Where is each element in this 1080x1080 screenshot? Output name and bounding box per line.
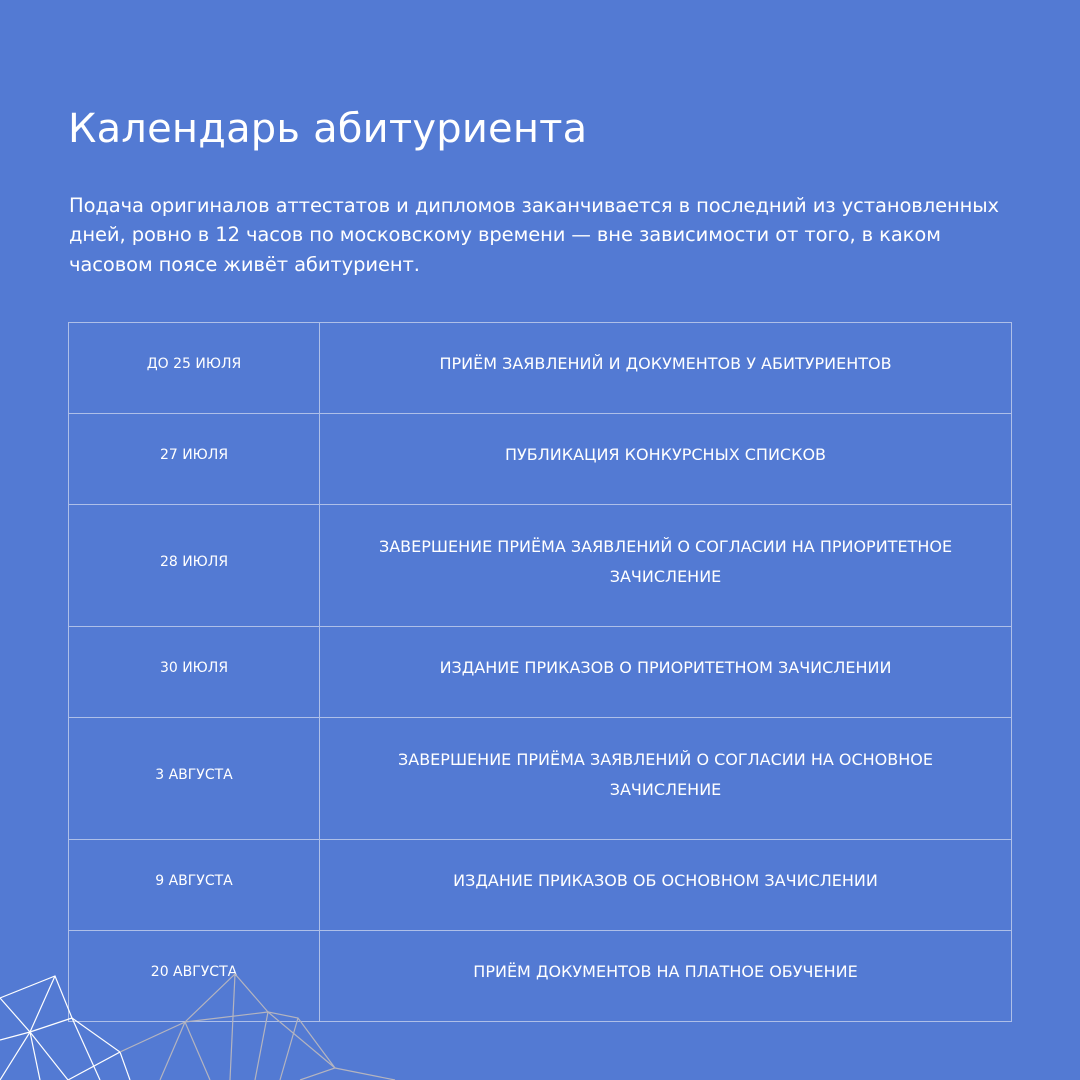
table-row [69,718,1012,840]
decor-line [0,1032,68,1080]
decor-line [0,998,72,1032]
table-row [69,840,1012,931]
event-cell: ИЗДАНИЕ ПРИКАЗОВ ОБ ОСНОВНОМ ЗАЧИСЛЕНИИ [320,840,1012,931]
table-row [69,323,1012,414]
date-cell: 20 АВГУСТА [69,931,320,1022]
decor-line [160,1022,185,1080]
event-cell: ИЗДАНИЕ ПРИКАЗОВ О ПРИОРИТЕТНОМ ЗАЧИСЛЕНИИ [320,627,1012,718]
table-row [69,627,1012,718]
event-cell: ПУБЛИКАЦИЯ КОНКУРСНЫХ СПИСКОВ [320,414,1012,505]
decor-white-mesh [0,976,130,1080]
date-cell: ДО 25 ИЮЛЯ [69,323,320,414]
event-cell: ПРИЁМ ДОКУМЕНТОВ НА ПЛАТНОЕ ОБУЧЕНИЕ [320,931,1012,1022]
date-cell: 28 ИЮЛЯ [69,505,320,627]
event-cell: ЗАВЕРШЕНИЕ ПРИЁМА ЗАЯВЛЕНИЙ О СОГЛАСИИ НА ОСНОВНОЕ ЗАЧИСЛЕНИЕ [320,718,1012,840]
decor-line [185,1012,268,1080]
table-row [69,414,1012,505]
date-cell: 30 ИЮЛЯ [69,627,320,718]
date-cell: 27 ИЮЛЯ [69,414,320,505]
decor-line [120,1052,130,1080]
event-cell: ПРИЁМ ЗАЯВЛЕНИЙ И ДОКУМЕНТОВ У АБИТУРИЕНТОВ [320,323,1012,414]
decor-line [230,974,235,1080]
decor-line [185,1022,210,1080]
page-title: Календарь абитуриента [68,105,588,152]
decor-line [120,974,335,1080]
decor-gray-mesh [120,974,395,1080]
decor-line [335,1068,395,1080]
table-row [69,505,1012,627]
date-cell: 9 АВГУСТА [69,840,320,931]
intro-text: Подача оригиналов аттестатов и дипломов заканчивается в последний из установленных дней, ровно в 12 часов по московскому времени — вне зависимости от того, в каком часовом поясе живёт абитуриент. [69,193,1000,276]
event-cell: ЗАВЕРШЕНИЕ ПРИЁМА ЗАЯВЛЕНИЙ О СОГЛАСИИ НА ПРИОРИТЕТНОЕ ЗАЧИСЛЕНИЕ [320,505,1012,627]
polygon-network-icon [0,960,420,1080]
date-cell: 3 АВГУСТА [69,718,320,840]
schedule-table [68,322,1012,1022]
decor-line [280,1018,298,1080]
decor-line [0,976,120,1080]
decor-line [268,1012,335,1068]
